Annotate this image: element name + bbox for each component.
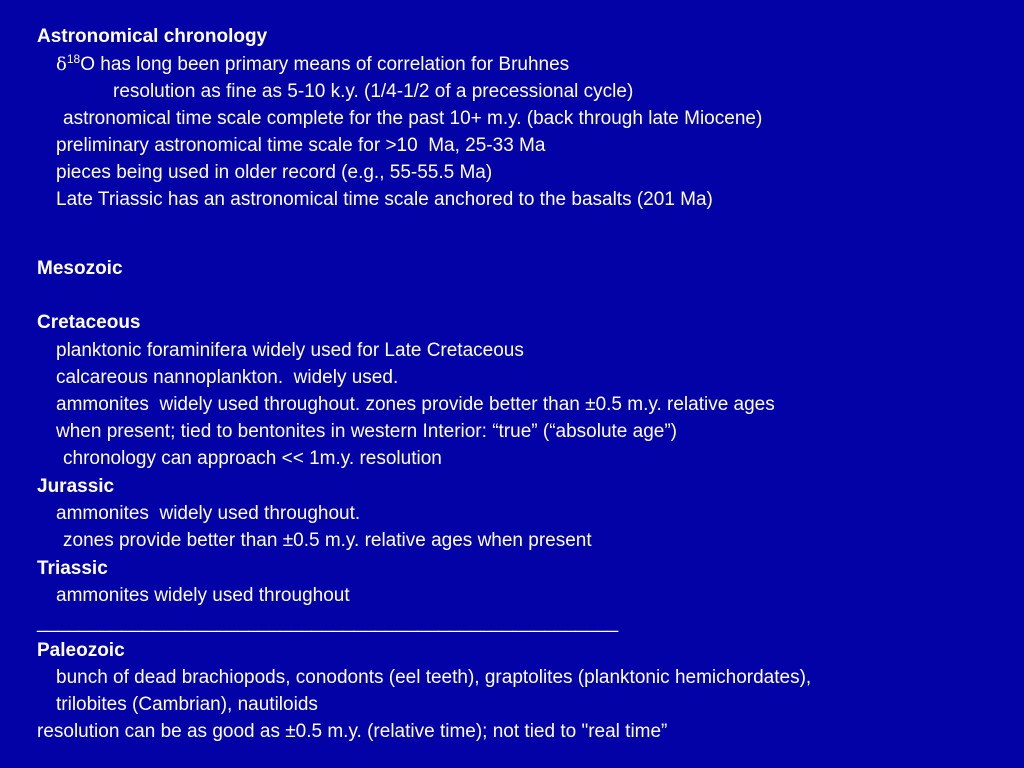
paleozoic-resolution-line: resolution can be as good as ±0.5 m.y. (relative time); not tied to "real time” bbox=[37, 721, 668, 742]
cretaceous-chronology-line: chronology can approach << 1m.y. resolution bbox=[63, 448, 442, 469]
delta-symbol: δ bbox=[56, 54, 67, 75]
astro-resolution-line: resolution as fine as 5-10 k.y. (1/4-1/2 of a precessional cycle) bbox=[113, 81, 634, 102]
jurassic-zones-line: zones provide better than ±0.5 m.y. relative ages when present bbox=[63, 530, 592, 551]
mesozoic-heading: Mesozoic bbox=[37, 258, 123, 279]
astro-preliminary-line: preliminary astronomical time scale for >10 Ma, 25-33 Ma bbox=[56, 135, 546, 156]
cretaceous-forams-line: planktonic foraminifera widely used for Late Cretaceous bbox=[56, 340, 524, 361]
paleozoic-heading: Paleozoic bbox=[37, 640, 125, 661]
section-divider: _______________________________________________________ bbox=[37, 612, 619, 633]
triassic-heading: Triassic bbox=[37, 558, 108, 579]
cretaceous-nannoplankton-line: calcareous nannoplankton. widely used. bbox=[56, 367, 399, 388]
delta18o-text: O has long been primary means of correlation for Bruhnes bbox=[80, 54, 570, 75]
delta-superscript: 18 bbox=[66, 52, 81, 66]
triassic-ammonites-line: ammonites widely used throughout bbox=[56, 585, 350, 606]
jurassic-heading: Jurassic bbox=[37, 476, 115, 497]
astronomical-chronology-heading: Astronomical chronology bbox=[37, 26, 268, 47]
jurassic-ammonites-line: ammonites widely used throughout. bbox=[56, 503, 361, 524]
astro-complete-line: astronomical time scale complete for the past 10+ m.y. (back through late Miocene) bbox=[63, 108, 763, 129]
delta18o-line bbox=[56, 54, 569, 76]
astro-late-triassic-line: Late Triassic has an astronomical time scale anchored to the basalts (201 Ma) bbox=[56, 189, 713, 210]
paleozoic-trilobites-line: trilobites (Cambrian), nautiloids bbox=[56, 694, 318, 715]
cretaceous-heading: Cretaceous bbox=[37, 312, 141, 333]
astro-pieces-line: pieces being used in older record (e.g., 55-55.5 Ma) bbox=[56, 162, 493, 183]
cretaceous-bentonites-line: when present; tied to bentonites in western Interior: “true” (“absolute age”) bbox=[56, 421, 677, 442]
paleozoic-fauna-line: bunch of dead brachiopods, conodonts (eel teeth), graptolites (planktonic hemichordates), bbox=[56, 667, 812, 688]
cretaceous-ammonites-line: ammonites widely used throughout. zones provide better than ±0.5 m.y. relative ages bbox=[56, 394, 775, 415]
